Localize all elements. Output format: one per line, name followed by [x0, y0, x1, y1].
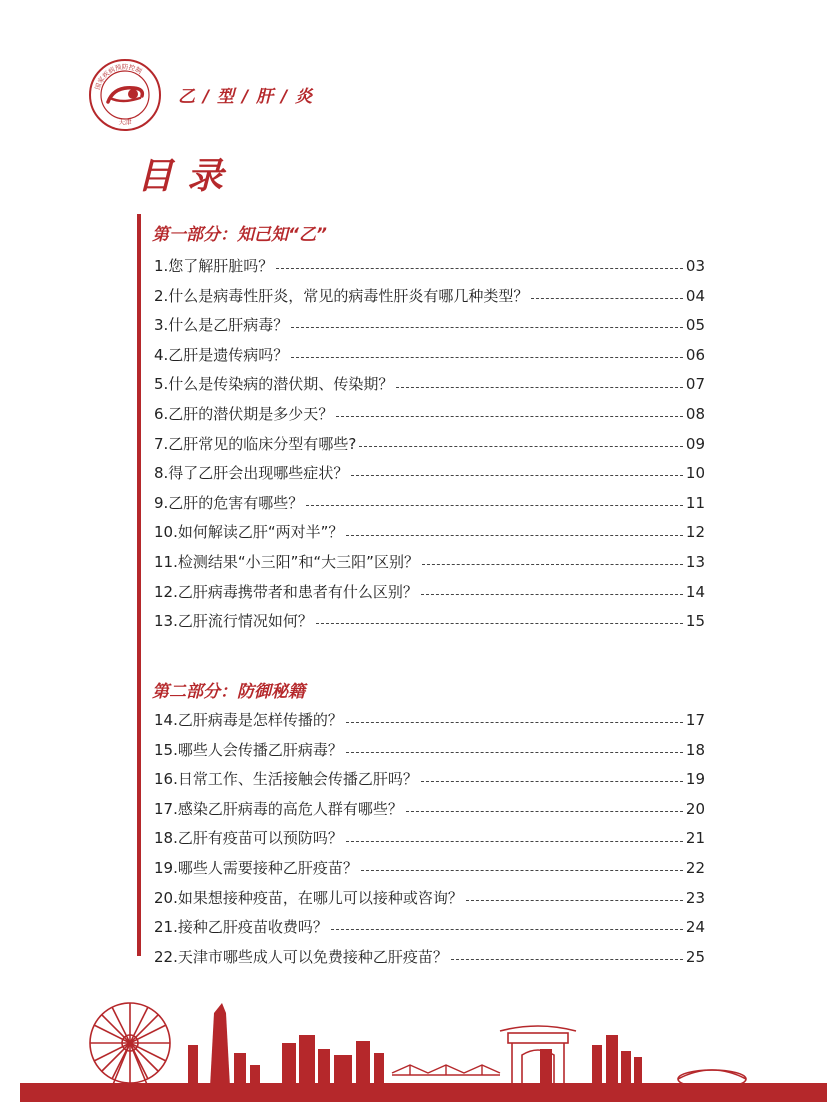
- toc-entry-label: 8.得了乙肝会出现哪些症状？: [154, 464, 349, 483]
- leader-dots: [422, 563, 683, 565]
- gate-icon: [500, 1026, 576, 1087]
- toc-entry-label: 7.乙肝常见的临床分型有哪些?: [154, 434, 357, 453]
- ground-band: [20, 1083, 827, 1102]
- leader-dots: [346, 721, 683, 723]
- toc-entry-page: 14: [685, 582, 705, 601]
- toc-entry[interactable]: [154, 943, 705, 973]
- toc-entry[interactable]: [154, 765, 705, 795]
- toc-entry-label: 4.乙肝是遗传病吗？: [154, 345, 289, 364]
- toc-entry[interactable]: [154, 548, 705, 578]
- leader-dots: [346, 534, 683, 536]
- toc-entry[interactable]: [154, 370, 705, 400]
- city-skyline-illustration: [0, 995, 827, 1102]
- toc-entry-page: 09: [685, 434, 705, 453]
- toc-entry[interactable]: [154, 400, 705, 430]
- leader-dots: [346, 840, 683, 842]
- toc-entry-label: 17.感染乙肝病毒的高危人群有哪些？: [154, 799, 403, 818]
- toc-entry-page: 12: [685, 523, 705, 542]
- leader-dots: [336, 415, 683, 417]
- toc-entry-label: 6.乙肝的潜伏期是多少天？: [154, 404, 334, 423]
- leader-dots: [331, 928, 683, 930]
- toc-entry-page: 24: [685, 918, 705, 937]
- toc-entry[interactable]: [154, 854, 705, 884]
- toc-entry-page: 25: [685, 947, 705, 966]
- toc-entry-page: 22: [685, 858, 705, 877]
- toc-entry[interactable]: [154, 430, 705, 460]
- leader-dots: [359, 445, 683, 447]
- toc-entry[interactable]: [154, 518, 705, 548]
- leader-dots: [466, 899, 683, 901]
- toc-entry-label: 20.如果想接种疫苗，在哪儿可以接种或咨询？: [154, 888, 463, 907]
- section-title-1: 第一部分：知己知“乙”: [152, 225, 327, 245]
- toc-entry-label: 22.天津市哪些成人可以免费接种乙肝疫苗？: [154, 947, 448, 966]
- page-title: 目录: [137, 156, 238, 197]
- logo-city-text: 天津: [118, 118, 132, 126]
- section-bar: [137, 214, 141, 956]
- toc-entry[interactable]: [154, 489, 705, 519]
- toc-entry-label: 3.什么是乙肝病毒？: [154, 316, 289, 335]
- leader-dots: [276, 267, 683, 269]
- leader-dots: [361, 869, 683, 871]
- toc-entry-label: 18.乙肝有疫苗可以预防吗？: [154, 829, 343, 848]
- toc-entry-page: 13: [685, 552, 705, 571]
- toc-entry-label: 19.哪些人需要接种乙肝疫苗？: [154, 858, 358, 877]
- toc-entry-label: 9.乙肝的危害有哪些？: [154, 493, 304, 512]
- leader-dots: [306, 504, 683, 506]
- bridge-icon: [392, 1065, 500, 1075]
- toc-entry-page: 17: [685, 711, 705, 729]
- toc-section-1: [154, 252, 705, 637]
- leader-dots: [316, 622, 683, 624]
- toc-entry-label: 10.如何解读乙肝“两对半”？: [154, 523, 344, 542]
- ferris-wheel-icon: [90, 1003, 170, 1087]
- toc-section-2: [154, 706, 705, 972]
- svg-text:国家疾病预防控制: [93, 62, 145, 91]
- toc-entry[interactable]: [154, 913, 705, 943]
- toc-entry-label: 12.乙肝病毒携带者和患者有什么区别？: [154, 582, 418, 601]
- toc-entry-page: 04: [685, 286, 705, 305]
- toc-entry[interactable]: [154, 884, 705, 914]
- leader-dots: [531, 297, 683, 299]
- leader-dots: [451, 958, 683, 960]
- toc-entry-page: 18: [685, 740, 705, 759]
- leader-dots: [346, 751, 683, 753]
- toc-entry-label: 15.哪些人会传播乙肝病毒？: [154, 740, 343, 759]
- toc-entry[interactable]: [154, 341, 705, 371]
- toc-entry-page: 15: [685, 612, 705, 631]
- toc-entry-label: 11.检测结果“小三阳”和“大三阳”区别？: [154, 552, 419, 571]
- logo-ring-text: 国家疾病预防控制: [93, 62, 144, 91]
- toc-entry[interactable]: [154, 706, 705, 736]
- toc-entry-label: 5.什么是传染病的潜伏期、传染期？: [154, 375, 394, 394]
- section-title-2: 第二部分：防御秘籍: [152, 682, 305, 702]
- toc-entry[interactable]: [154, 311, 705, 341]
- toc-entry-label: 2.什么是病毒性肝炎，常见的病毒性肝炎有哪几种类型？: [154, 286, 529, 305]
- toc-entry[interactable]: [154, 252, 705, 282]
- toc-entry-page: 08: [685, 404, 705, 423]
- toc-entry-page: 21: [685, 829, 705, 848]
- leader-dots: [291, 326, 683, 328]
- toc-entry[interactable]: [154, 282, 705, 312]
- toc-entry-page: 23: [685, 888, 705, 907]
- toc-entry[interactable]: [154, 795, 705, 825]
- toc-entry[interactable]: [154, 578, 705, 608]
- toc-entry[interactable]: [154, 459, 705, 489]
- toc-entry-page: 10: [685, 464, 705, 483]
- leader-dots: [351, 474, 683, 476]
- toc-entry-label: 13.乙肝流行情况如何？: [154, 612, 313, 631]
- toc-entry-label: 16.日常工作、生活接触会传播乙肝吗？: [154, 770, 418, 789]
- leader-dots: [421, 780, 683, 782]
- logo-emblem: [88, 58, 162, 132]
- toc-entry[interactable]: [154, 607, 705, 637]
- toc-entry-label: 21.接种乙肝疫苗收费吗？: [154, 918, 328, 937]
- toc-entry-page: 06: [685, 345, 705, 364]
- toc-entry-page: 19: [685, 770, 705, 789]
- toc-entry[interactable]: [154, 824, 705, 854]
- brand-title: 乙 / 型 / 肝 / 炎: [178, 87, 314, 107]
- toc-entry[interactable]: [154, 736, 705, 766]
- leader-dots: [291, 356, 683, 358]
- leader-dots: [396, 386, 683, 388]
- toc-entry-page: 20: [685, 799, 705, 818]
- leader-dots: [406, 810, 683, 812]
- toc-entry-page: 05: [685, 316, 705, 335]
- toc-entry-page: 11: [685, 493, 705, 512]
- toc-entry-page: 07: [685, 375, 705, 394]
- leader-dots: [421, 593, 683, 595]
- toc-entry-label: 14.乙肝病毒是怎样传播的？: [154, 711, 343, 729]
- toc-entry-page: 03: [685, 257, 705, 275]
- toc-entry-label: 1.您了解肝脏吗？: [154, 257, 274, 275]
